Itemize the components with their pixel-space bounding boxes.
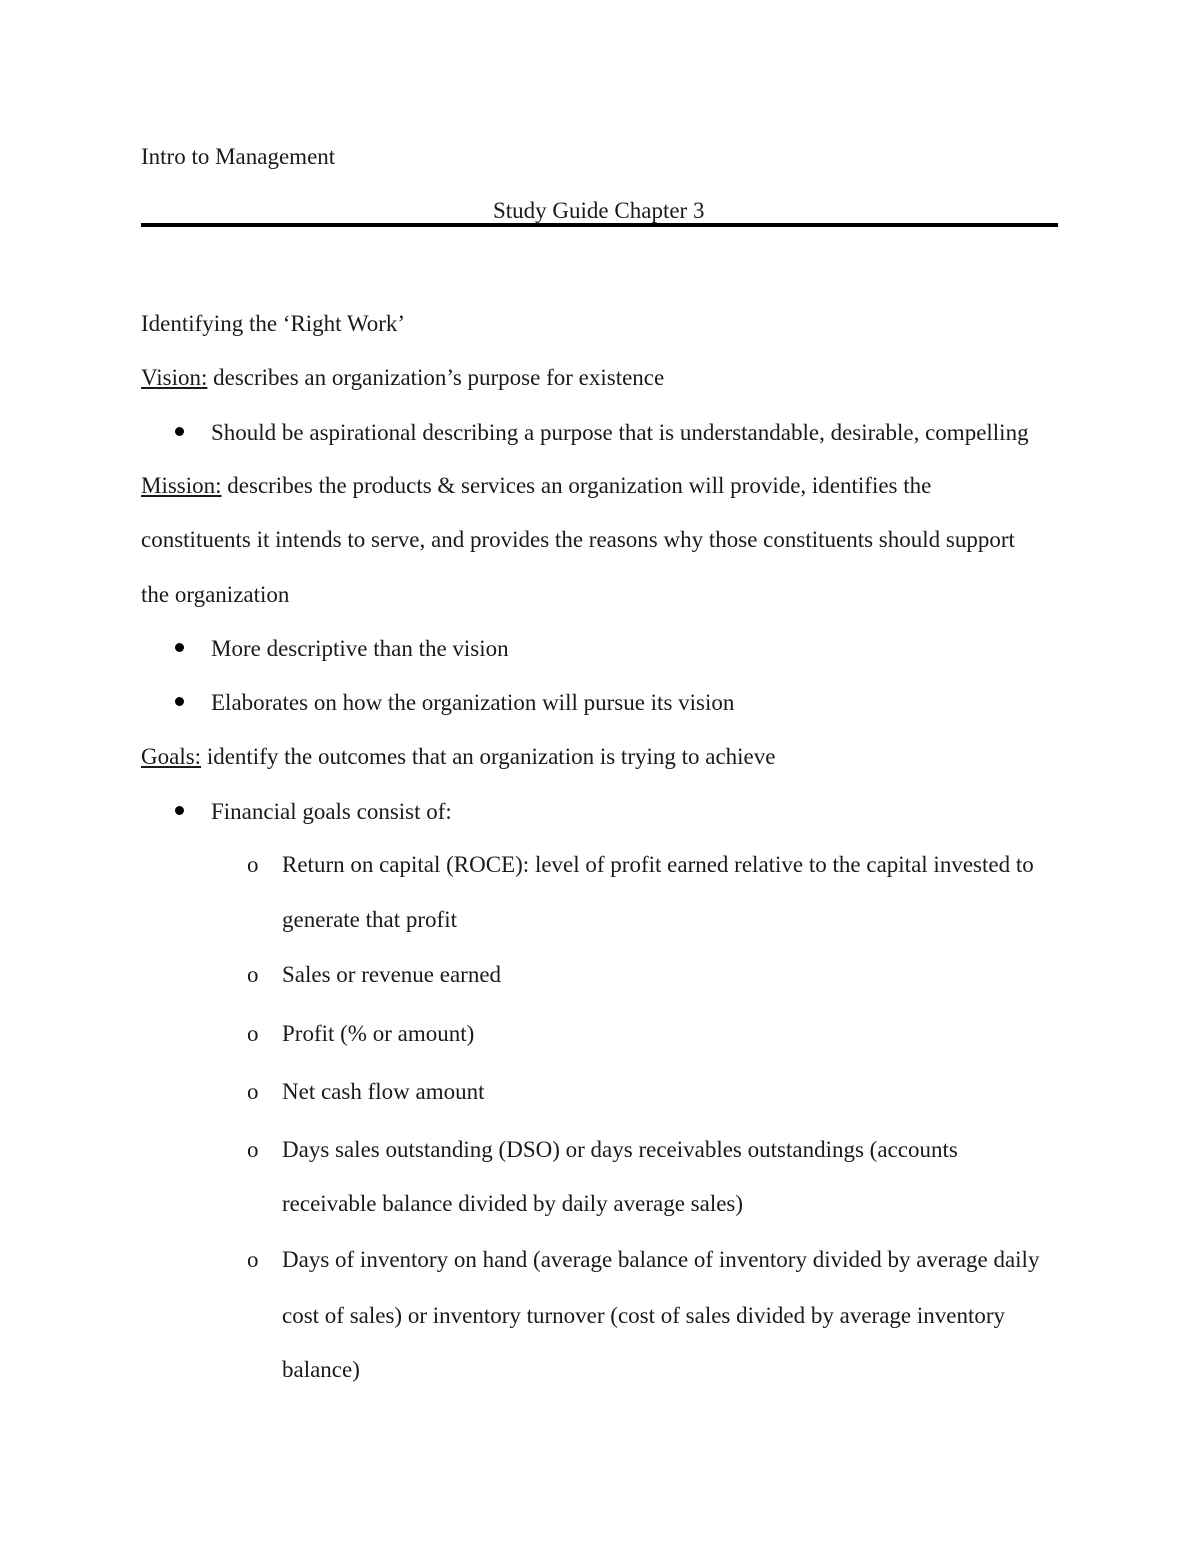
goals-term: Goals: [141, 744, 202, 769]
sub-bullet-dso-line-2: receivable balance divided by daily average sales) [282, 1191, 744, 1216]
sub-bullet-marker: o [247, 852, 259, 877]
bullet-dot-icon [175, 427, 184, 436]
title-rule [141, 223, 1058, 227]
sub-bullet-marker: o [247, 1021, 259, 1046]
mission-paragraph-line-3: the organization [141, 582, 290, 607]
sub-bullet-marker: o [247, 962, 259, 987]
sub-bullet-cash-flow: Net cash flow amount [282, 1079, 485, 1104]
mission-term: Mission: [141, 473, 222, 498]
sub-bullet-sales: Sales or revenue earned [282, 962, 502, 987]
sub-bullet-inventory-line-2: cost of sales) or inventory turnover (cost of sales divided by average inventory [282, 1303, 1006, 1328]
vision-definition: describes an organization’s purpose for existence [207, 365, 665, 390]
sub-bullet-dso-line-1: Days sales outstanding (DSO) or days receivables outstandings (accounts [282, 1137, 958, 1162]
sub-bullet-roce-line-2: generate that profit [282, 907, 457, 932]
mission-bullet-1: More descriptive than the vision [211, 636, 509, 661]
sub-bullet-marker: o [247, 1137, 259, 1162]
bullet-dot-icon [175, 697, 184, 706]
bullet-dot-icon [175, 643, 184, 652]
course-name: Intro to Management [141, 144, 336, 169]
mission-paragraph-line-2: constituents it intends to serve, and provides the reasons why those constituents should support [141, 527, 1015, 552]
mission-paragraph-line-1 [141, 472, 931, 500]
document-title: Study Guide Chapter 3 [493, 198, 705, 223]
vision-term: Vision: [141, 365, 208, 390]
sub-bullet-inventory-line-3: balance) [282, 1357, 360, 1382]
mission-bullet-2: Elaborates on how the organization will pursue its vision [211, 690, 735, 715]
vision-paragraph [141, 364, 664, 392]
goals-bullet-1: Financial goals consist of: [211, 799, 452, 824]
mission-definition-line-1: describes the products & services an organization will provide, identifies the [221, 473, 932, 498]
sub-bullet-roce-line-1: Return on capital (ROCE): level of profit earned relative to the capital invested to [282, 852, 1034, 877]
sub-bullet-marker: o [247, 1247, 259, 1272]
section-heading: Identifying the ‘Right Work’ [141, 311, 406, 336]
bullet-dot-icon [175, 806, 184, 815]
sub-bullet-marker: o [247, 1079, 259, 1104]
sub-bullet-profit: Profit (% or amount) [282, 1021, 475, 1046]
sub-bullet-inventory-line-1: Days of inventory on hand (average balance of inventory divided by average daily [282, 1247, 1040, 1272]
vision-bullet: Should be aspirational describing a purpose that is understandable, desirable, compelling [211, 420, 1029, 445]
goals-paragraph [141, 743, 775, 771]
goals-definition: identify the outcomes that an organization is trying to achieve [201, 744, 776, 769]
